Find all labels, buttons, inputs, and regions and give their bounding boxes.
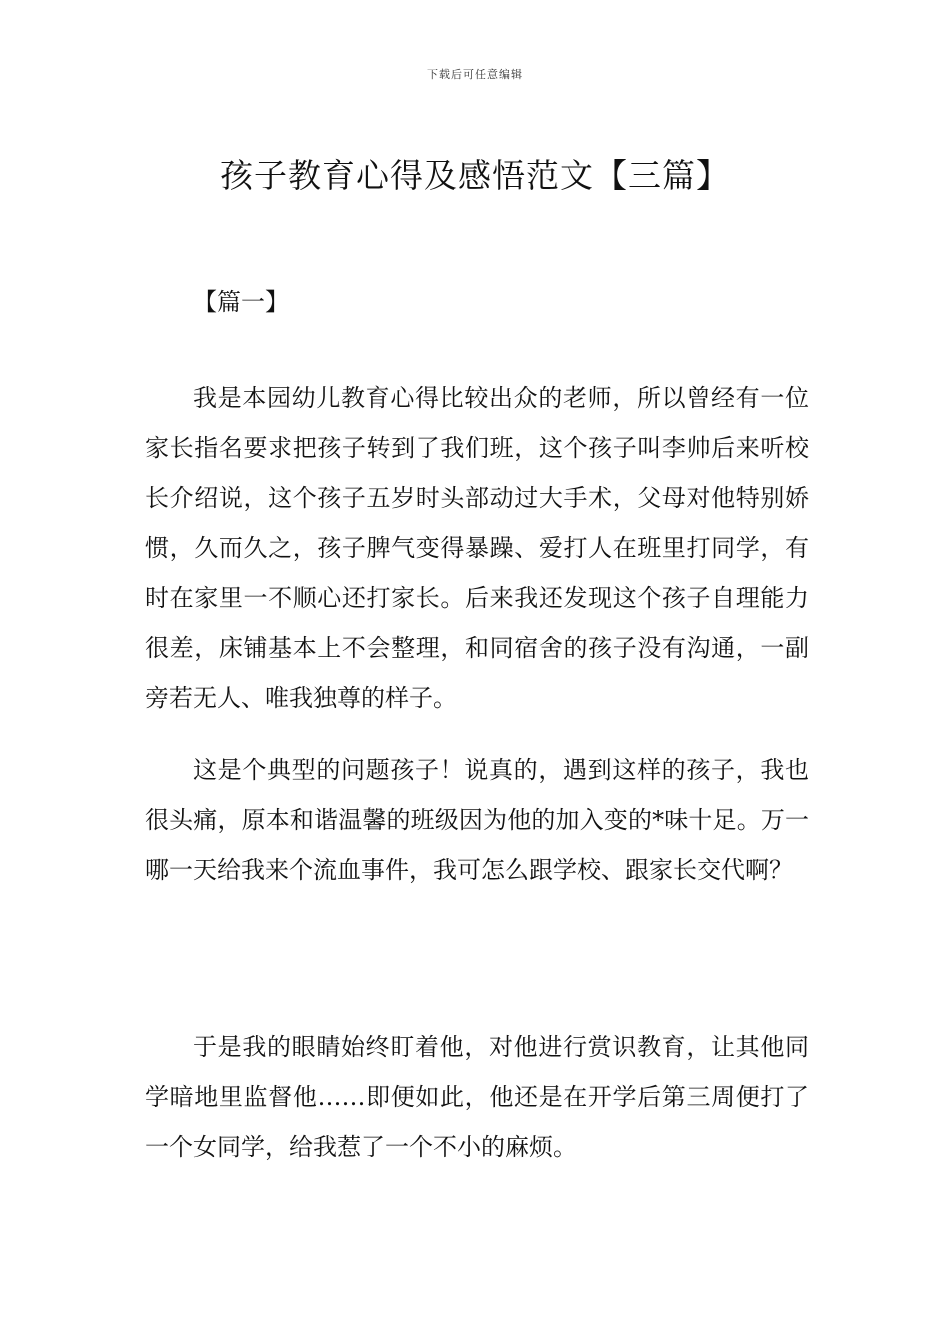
- header-note: 下载后可任意编辑: [427, 68, 523, 81]
- section-heading: 【篇一】: [193, 288, 289, 316]
- body-paragraph: 于是我的眼睛始终盯着他，对他进行赏识教育，让其他同学暗地里监督他……即便如此，他还是在开学后第三周便打了一个女同学，给我惹了一个不小的麻烦。: [145, 1033, 809, 1161]
- body-paragraph: 我是本园幼儿教育心得比较出众的老师，所以曾经有一位家长指名要求把孩子转到了我们班，这个孩子叫李帅后来听校长介绍说，这个孩子五岁时头部动过大手术，父母对他特别娇惯，久而久之，孩子脾气变得暴躁、爱打人在班里打同学，有时在家里一不顺心还打家长。后来我还发现这个孩子自理能力很差，床铺基本上不会整理，和同宿舍的孩子没有沟通，一副旁若无人、唯我独尊的样子。: [145, 384, 809, 712]
- document-title: 孩子教育心得及感悟范文【三篇】: [220, 156, 730, 196]
- body-paragraph: 这是个典型的问题孩子！说真的，遇到这样的孩子，我也很头痛，原本和谐温馨的班级因为他的加入变的*味十足。万一哪一天给我来个流血事件，我可怎么跟学校、跟家长交代啊？: [145, 756, 809, 884]
